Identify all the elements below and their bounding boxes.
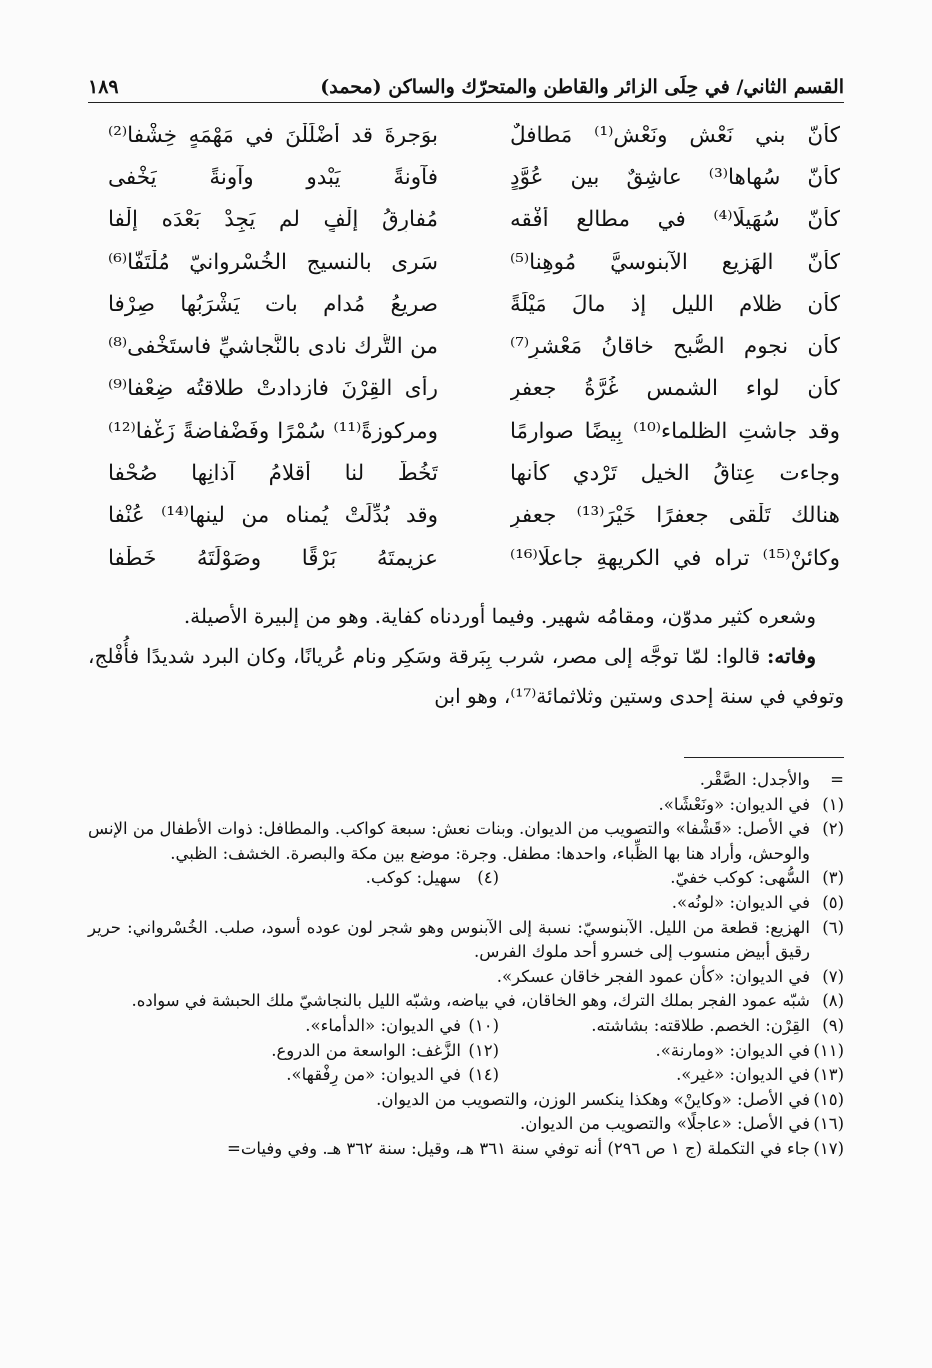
footnote [154, 1014, 499, 1039]
verse [108, 410, 840, 452]
footnote-number: (١٣) [813, 1065, 844, 1085]
footnote [88, 965, 844, 990]
footnote-text: جاء في التكملة (ج ١ ص ٢٩٦) أنه توفي سنة ٣٦١ هـ، وقيل: سنة ٣٦٢ هـ. وفي وفيات= [227, 1138, 810, 1158]
footnote-text: في الديوان: «لونُه». [671, 892, 810, 912]
hemistich-first: وجاءت عِتاقُ الخيل تَرْدي كأنها [510, 461, 840, 487]
death-label: وفاته: [767, 644, 816, 668]
hemistich-first: كأنّ الهَزيع الآبنوسيَّ مُوهِنا⁽⁵⁾ [510, 249, 840, 275]
hemistich-second: عزيمتَهُ بَرْقًا وصَوْلَتَهُ خَطْفا [108, 545, 438, 571]
footnote [499, 1014, 844, 1039]
footnote-text: في الأصل: «عاجلًا» والتصويب من الديوان. [520, 1114, 810, 1134]
verse [108, 325, 840, 367]
footnote [154, 1039, 499, 1064]
footnote [88, 1088, 844, 1113]
hemistich-first: وكائنْ⁽¹⁵⁾ تراه في الكريهةِ جاعلًا⁽¹⁶⁾ [510, 545, 840, 571]
footnote [499, 866, 844, 891]
verse [108, 114, 840, 156]
hemistich-second: رأى القِرْنَ فازدادتْ طلاقتُه ضِعْفا⁽⁹⁾ [108, 376, 438, 402]
footnote-text: السُّهى: كوكب خفيّ. [670, 868, 810, 888]
footnote [88, 989, 844, 1014]
page-number: ١٨٩ [88, 76, 119, 98]
hemistich-first: هنالك تَلْقى جعفرًا خَيْرَ⁽¹³⁾ جعفرٍ [510, 503, 840, 529]
footnote [88, 916, 844, 965]
footnote-text: الزَّغف: الواسعة من الدروع. [271, 1040, 461, 1060]
footnotes [88, 768, 844, 1162]
footnote-text: سهيل: كوكب. [365, 868, 461, 888]
footnote-number: (٣) [822, 868, 844, 888]
verse [108, 199, 840, 241]
footnote-text: في الأصل: «وكاينْ» وهكذا ينكسر الوزن، والتصويب من الديوان. [376, 1089, 810, 1109]
footnote-number: (١٠) [468, 1015, 499, 1035]
hemistich-first: كأن لواء الشمس غُرَّةُ جعفرٍ [510, 376, 840, 402]
footnote-number: (١٦) [813, 1114, 844, 1134]
running-head: القسم الثاني/ في حِلَى الزائر والقاطن والمتحرّك والساكن (محمد) [320, 76, 844, 98]
footnote-number: (٩) [822, 1015, 844, 1035]
footnote [499, 1063, 844, 1088]
verse [108, 495, 840, 537]
footnote-text: في الديوان: «غير». [676, 1065, 810, 1085]
footnote-text: في الديوان: «ومارنة». [655, 1040, 810, 1060]
hemistich-first: كأن نجوم الصُّبح خاقانُ مَعْشرٍ⁽⁷⁾ [510, 334, 840, 360]
verse [108, 368, 840, 410]
footnote-text: في الديوان: «كأن عمود الفجر خاقان عسكر». [496, 966, 810, 986]
footnote [154, 866, 499, 891]
prose [88, 596, 844, 716]
hemistich-first: كأنّ بني نَعْش ونَعْش⁽¹⁾ مَطافلٌ [510, 122, 840, 148]
footnote-pair [88, 866, 844, 891]
verse [108, 452, 840, 494]
footnote-number: (٧) [822, 966, 844, 986]
prose-line: وشعره كثير مدوّن، ومقامُه شهير. وفيما أوردناه كفاية. وهو من إلبيرة الأصيلة. [183, 604, 816, 628]
hemistich-second: فآونةً يَبْدو وآونةً يَخْفى [108, 164, 438, 190]
hemistich-second: مُفارِقُ إلْفٍ لم يَجِدْ بَعْدَه إلْفا [108, 207, 438, 233]
hemistich-second: سَرى بالنسيج الخُسْروانيّ مُلْتَفّا⁽⁶⁾ [108, 249, 438, 275]
footnote-number: (١) [822, 794, 844, 814]
footnote [88, 817, 844, 866]
footnote-text: في الأصل: «قَشْفا» والتصويب من الديوان. وبنات نعش: سبعة كواكب. والمطافل: ذوات الأطفال من الإنس والوحش، وأراد هنا بها الظِّباء، واحدها: مطفل. وجرة: موضع بين مكة والبصرة. الخشف: الظبي. [88, 819, 810, 863]
verse [108, 156, 840, 198]
footnote-number: (٥) [822, 892, 844, 912]
footnote-number: (١٧) [813, 1138, 844, 1158]
footnote-number: (١٤) [468, 1065, 499, 1085]
footnote-text: في الديوان: «ونَعْشًا». [658, 794, 810, 814]
footnote [88, 891, 844, 916]
footnote [88, 793, 844, 818]
footnote [88, 768, 844, 793]
footnote-pair [88, 1063, 844, 1088]
verse [108, 283, 840, 325]
footnote-number: (٢) [822, 819, 844, 839]
hemistich-first: كأنّ سُهاها⁽³⁾ عاشِقٌ بين عُوَّدٍ [510, 164, 840, 190]
page-header [88, 64, 844, 103]
footnote [88, 1112, 844, 1137]
footnote-number: (١١) [813, 1040, 844, 1060]
footnote-pair [88, 1014, 844, 1039]
footnote-text: في الديوان: «الدأماء». [305, 1015, 461, 1035]
hemistich-second: ومركوزةً⁽¹¹⁾ سُمْرًا وفَضْفاضةً زَغْفا⁽¹²⁾ [108, 418, 438, 444]
hemistich-second: تَخُطُّ لنا أقلامُ آذانِها صُحْفا [108, 461, 438, 487]
hemistich-first: كأنّ سُهَيلًا⁽⁴⁾ في مطالعِ أُفْقه [510, 207, 840, 233]
footnote-text: شبّه عمود الفجر بملك الترك، وهو الخاقان، في بياضه، وشبّه الليل بالنجاشيّ ملك الحبشة في سواده. [131, 991, 810, 1011]
footnote-number: (٤) [477, 868, 499, 888]
footnote-number: (٨) [822, 991, 844, 1011]
footnote-text: الهزيع: قطعة من الليل. الآبنوسيّ: نسبة إلى الآبنوس وهو شجر لون عوده أسود، صلب. الخُسْرواني: حرير رقيق أبيض منسوب إلى خسرو أحد ملوك الفرس. [88, 917, 810, 962]
hemistich-second: وقد بُدِّلَتْ يُمناه من لينها⁽¹⁴⁾ عُنْفا [108, 503, 438, 529]
footnote-text: في الديوان: «من رِفْقها». [286, 1065, 461, 1085]
verse [108, 537, 840, 579]
footnote-text: القِرْن: الخصم. طلاقته: بشاشته. [591, 1015, 810, 1035]
footnote [499, 1039, 844, 1064]
poem [108, 114, 840, 579]
hemistich-first: وقد جاشتِ الظلماء⁽¹⁰⁾ بِيضًا صوارمًا [510, 418, 840, 444]
footnote-number: (١٢) [468, 1040, 499, 1060]
footnote-text: والأجدل: الصَّقْر. [699, 770, 810, 789]
hemistich-second: من التُّرك نادى بالنَّجاشيِّ فاستَخْفى⁽⁸⁾ [108, 334, 438, 360]
footnote-pair [88, 1039, 844, 1064]
footnote-number: (٦) [822, 917, 844, 937]
hemistich-second: بوَجرةَ قد أضْلَلْنَ في مَهْمَهٍ خِشْفا⁽²⁾ [108, 122, 438, 148]
footnote [88, 1137, 844, 1162]
hemistich-first: كأن ظلام الليل إذ مالَ مَيْلَةً [510, 291, 840, 317]
footnote-number: = [830, 770, 844, 789]
death-text: قالوا: لمّا توجَّه إلى مصر، شرب بِبَرقة وسَكِر ونام عُريانًا، وكان البرد شديدًا فأُفْلج، وتوفي في سنة إحدى وستين وثلاثمائة⁽¹⁷⁾، وهو ابن [88, 644, 844, 708]
footnote [154, 1063, 499, 1088]
death-paragraph [88, 636, 844, 716]
footnote-rule [684, 757, 844, 758]
footnote-number: (١٥) [813, 1089, 844, 1109]
verse [108, 241, 840, 283]
hemistich-second: صريعُ مُدامٍ بات يَشْرَبُها صِرْفا [108, 291, 438, 317]
